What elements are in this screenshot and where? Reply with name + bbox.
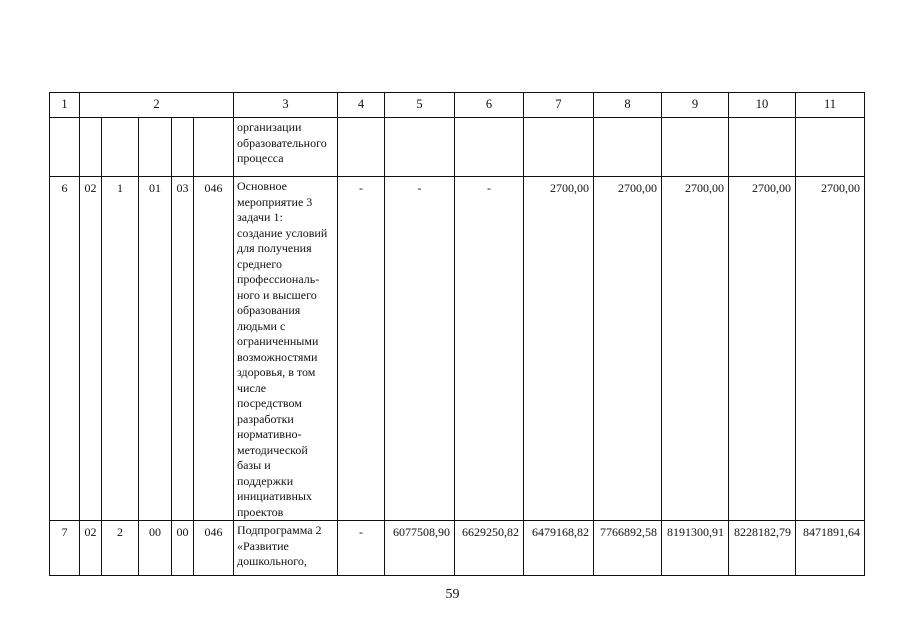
value-cell: 2700,00 [524,177,594,521]
header-cell: 7 [524,93,594,118]
description-line: профессиональ- [237,272,320,286]
value-cell: 6479168,82 [524,521,594,576]
header-row [50,93,865,118]
description-line: процесса [237,151,284,165]
header-cell: 1 [50,93,80,118]
description-line: нормативно- [237,427,302,441]
header-cell: 5 [385,93,455,118]
description-line: ного и высшего [237,287,317,302]
value-cell: 6629250,82 [455,521,524,576]
header-cell: 11 [796,93,865,118]
value-cell: 2700,00 [662,177,729,521]
code-cell: 1 [102,177,139,521]
page-number: 59 [445,587,460,602]
table-row [50,118,865,177]
code-cell: 02 [80,177,102,521]
code-cell: 01 [139,177,172,521]
description-line: базы и [237,458,271,472]
code-cell: 00 [139,521,172,576]
header-cell: 3 [234,93,338,118]
value-cell [385,118,455,177]
code-cell: 00 [172,521,194,576]
description-line: создание условий [237,225,328,240]
code-cell [139,118,172,177]
description-line: «Развитие [237,538,289,553]
description-line: людьми с [237,318,286,333]
description-line: образовательного [237,135,327,150]
description-cell [234,521,338,576]
row-number [50,118,80,177]
description-line: числе [237,380,267,395]
table-row [50,521,865,576]
code-cell: 02 [80,521,102,576]
table-row [50,177,865,521]
header-cell: 4 [338,93,385,118]
value-cell: 8191300,91 [662,521,729,576]
value-cell [796,118,865,177]
code-cell [172,118,194,177]
value-cell [594,118,662,177]
description-line: Основное [237,179,287,193]
description-line: возможностями [237,349,318,364]
description-line: организации [237,120,302,134]
code-cell: 046 [194,521,234,576]
description-line: среднего [237,256,282,271]
value-cell [524,118,594,177]
description-line: разработки [237,411,294,426]
header-cell: 6 [455,93,524,118]
description-line: инициативных [237,489,312,503]
description-line: поддержки [237,473,294,488]
description-line: образования [237,303,301,317]
description-cell [234,118,338,177]
code-cell: 2 [102,521,139,576]
value-cell: - [385,177,455,521]
value-cell [455,118,524,177]
value-cell [338,118,385,177]
description-line: методической [237,442,308,457]
description-cell [234,177,338,521]
description-line: проектов [237,504,284,519]
header-cell: 10 [729,93,796,118]
value-cell: - [338,177,385,521]
description-line: ограниченными [237,334,319,348]
value-cell: 2700,00 [729,177,796,521]
value-cell [662,118,729,177]
description-line: задачи 1: [237,210,283,224]
description-line: Подпрограмма 2 [237,523,322,537]
description-line: здоровья, в том [237,365,316,379]
value-cell: 7766892,58 [594,521,662,576]
value-cell: 2700,00 [796,177,865,521]
value-cell: 2700,00 [594,177,662,521]
value-cell: 6077508,90 [385,521,455,576]
value-cell: - [338,521,385,576]
code-cell: 046 [194,177,234,521]
description-line: для получения [237,241,312,255]
row-number: 6 [50,177,80,521]
code-cell [194,118,234,177]
description-line: дошкольного, [237,554,307,568]
value-cell: - [455,177,524,521]
description-line: мероприятие 3 [237,194,313,209]
description-line: посредством [237,396,302,410]
header-cell: 9 [662,93,729,118]
budget-table [49,92,865,576]
code-cell [80,118,102,177]
header-cell: 2 [80,93,234,118]
row-number: 7 [50,521,80,576]
value-cell [729,118,796,177]
value-cell: 8471891,64 [796,521,865,576]
code-cell: 03 [172,177,194,521]
value-cell: 8228182,79 [729,521,796,576]
code-cell [102,118,139,177]
header-cell: 8 [594,93,662,118]
